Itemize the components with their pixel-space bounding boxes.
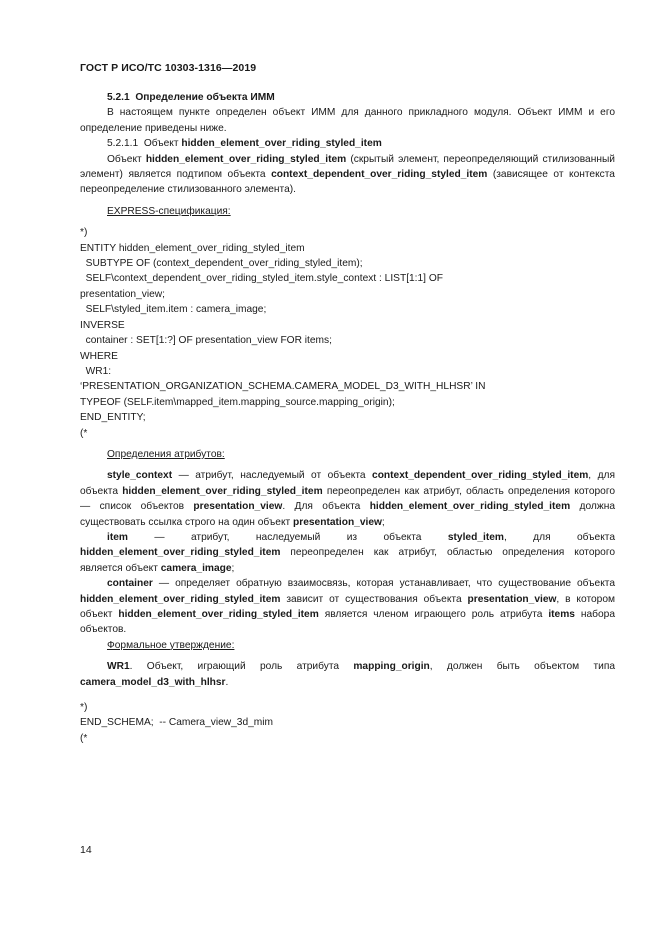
attribute-container: container — определяет обратную взаимосвязь, которая устанавливает, что существование объекта hidden_element_over_riding_styled_item зависит от существования объекта presentation_view, в котором объект hidden_element_over_riding_styled_item является членом играющего роль атрибута items набора объектов.: [80, 578, 615, 636]
section-intro: В настоящем пункте определен объект ИММ для данного прикладного модуля. Объект ИММ и его определение приведены ниже.: [80, 107, 615, 134]
code-line: END_ENTITY;: [80, 412, 146, 424]
document-body: [80, 90, 615, 746]
code-line: presentation_view;: [80, 288, 165, 300]
schema-end-code: [80, 700, 615, 746]
express-heading: EXPRESS-спецификация:: [107, 205, 231, 217]
attribute-style-context: style_context — атрибут, наследуемый от объекта context_dependent_over_riding_styled_item, для объекта hidden_element_over_riding_styled_item переопределен как атрибут, область определения которого — список объектов presentation_view. Для объекта hidden_element_over_riding_styled_item должна существовать ссылка строго на один объект presentation_view;: [80, 470, 615, 528]
code-line: WR1:: [80, 365, 112, 377]
section-title: Определение объекта ИММ: [135, 92, 275, 103]
code-line: SUBTYPE OF (context_dependent_over_riding_styled_item);: [80, 258, 363, 270]
entity-name: hidden_element_over_riding_styled_item: [181, 138, 382, 150]
code-line: SELF\context_dependent_over_riding_styled_item.style_context : LIST[1:1] OF: [80, 273, 443, 285]
code-line: END_SCHEMA; -- Camera_view_3d_mim: [80, 717, 274, 729]
code-line: SELF\styled_item.item : camera_image;: [80, 304, 267, 316]
code-line: ENTITY hidden_element_over_riding_styled_item: [80, 242, 305, 254]
where-rule-wr1: WR1. Объект, играющий роль атрибута mapping_origin, должен быть объектом типа camera_model_d3_with_hlhsr.: [80, 661, 616, 688]
attributes-heading: Определения атрибутов:: [107, 448, 225, 460]
code-line: INVERSE: [80, 319, 125, 331]
entity-description: Объект hidden_element_over_riding_styled_item (скрытый элемент, переопределяющий стилизованный элемент) является подтипом объекта context_dependent_over_riding_styled_item (зависящее от контекста переопределение стилизованного элемента).: [80, 153, 615, 196]
page-number: 14: [80, 844, 92, 856]
code-line: TYPEOF (SELF.item\mapped_item.mapping_source.mapping_origin);: [80, 396, 395, 408]
code-line: *): [80, 227, 88, 239]
attribute-item: item — атрибут, наследуемый из объекта styled_item, для объекта hidden_element_over_riding_styled_item переопределен как атрибут, областью определения которого является объект camera_image;: [80, 531, 615, 574]
code-line: container : SET[1:?] OF presentation_view FOR items;: [80, 335, 332, 347]
code-line: ‘PRESENTATION_ORGANIZATION_SCHEMA.CAMERA_MODEL_D3_WITH_HLHSR’ IN: [80, 381, 486, 393]
formal-heading: Формальное утверждение:: [107, 639, 235, 651]
subsection-heading: 5.2.1.1 Объект hidden_element_over_riding_styled_item: [107, 138, 382, 150]
document-header: ГОСТ Р ИСО/ТС 10303-1316—2019: [80, 62, 257, 74]
code-line: *): [80, 702, 88, 714]
code-line: (*: [80, 732, 88, 744]
section-number: 5.2.1: [107, 92, 130, 103]
express-code-block: [80, 225, 615, 441]
section-heading: [80, 90, 615, 105]
code-line: (*: [80, 427, 88, 439]
code-line: WHERE: [80, 350, 118, 362]
